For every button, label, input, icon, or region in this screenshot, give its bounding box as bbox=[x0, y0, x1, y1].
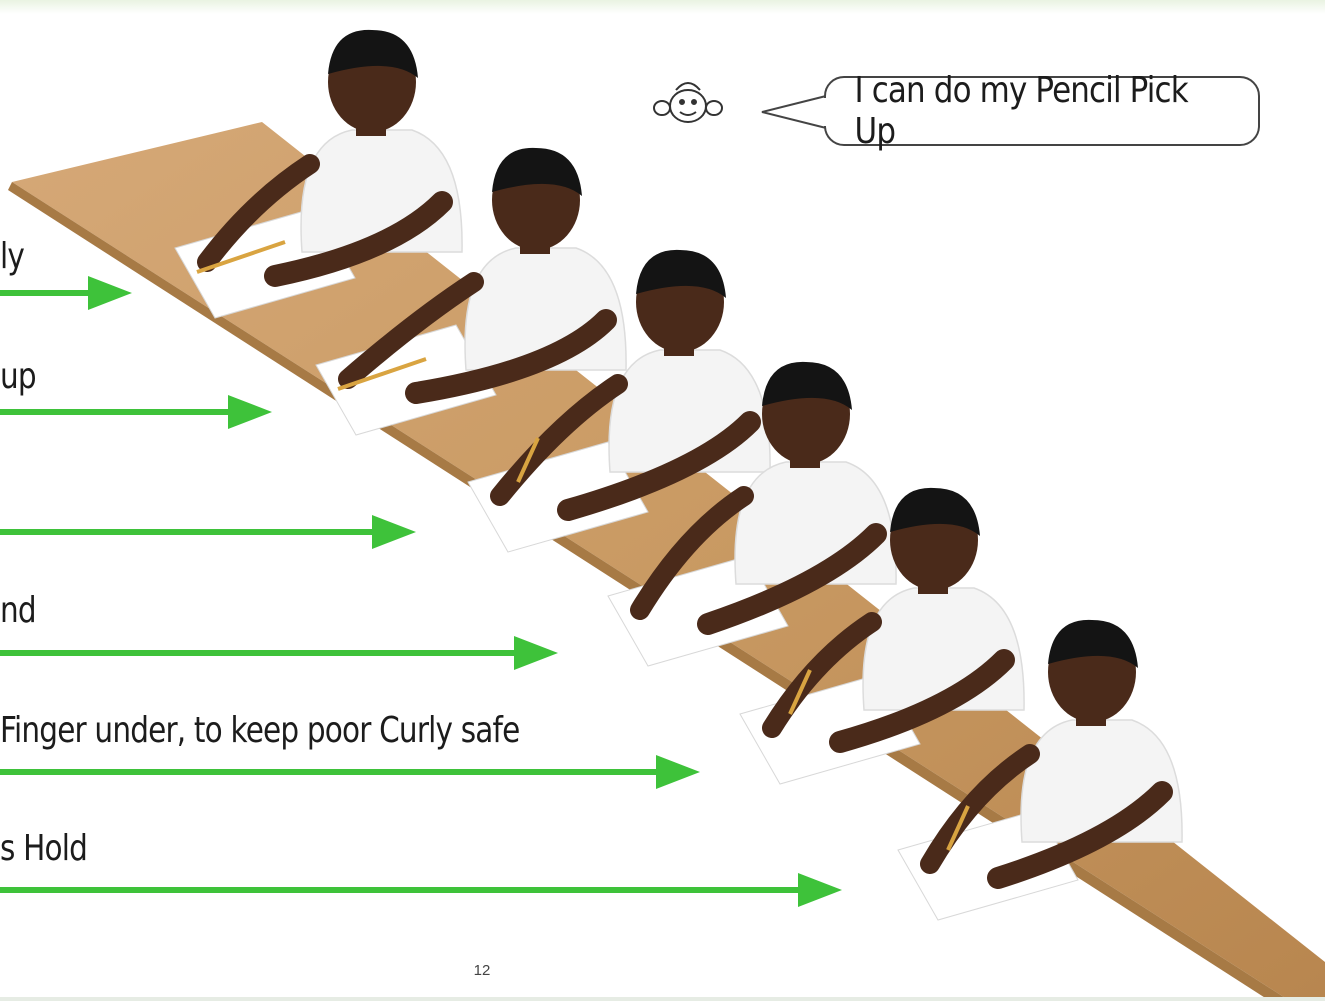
arrow-1 bbox=[0, 276, 132, 310]
step-label-4: nd bbox=[0, 590, 36, 631]
page-number: 12 bbox=[473, 962, 491, 979]
bottom-band bbox=[0, 997, 1325, 1001]
bubble-tail-join bbox=[823, 98, 827, 126]
arrow-6 bbox=[0, 873, 842, 907]
speech-bubble-text: I can do my Pencil Pick Up bbox=[854, 70, 1188, 152]
step-label-2: up bbox=[0, 356, 36, 397]
arrow-4 bbox=[0, 636, 558, 670]
arrow-5 bbox=[0, 755, 700, 789]
step-label-5: Finger under, to keep poor Curly safe bbox=[0, 710, 520, 751]
step-label-1: ly bbox=[0, 236, 25, 277]
arrow-3 bbox=[0, 515, 416, 549]
face-icon bbox=[654, 83, 722, 122]
step-label-6: s Hold bbox=[0, 828, 88, 869]
speech-bubble-tail bbox=[762, 96, 826, 128]
arrow-2 bbox=[0, 395, 272, 429]
